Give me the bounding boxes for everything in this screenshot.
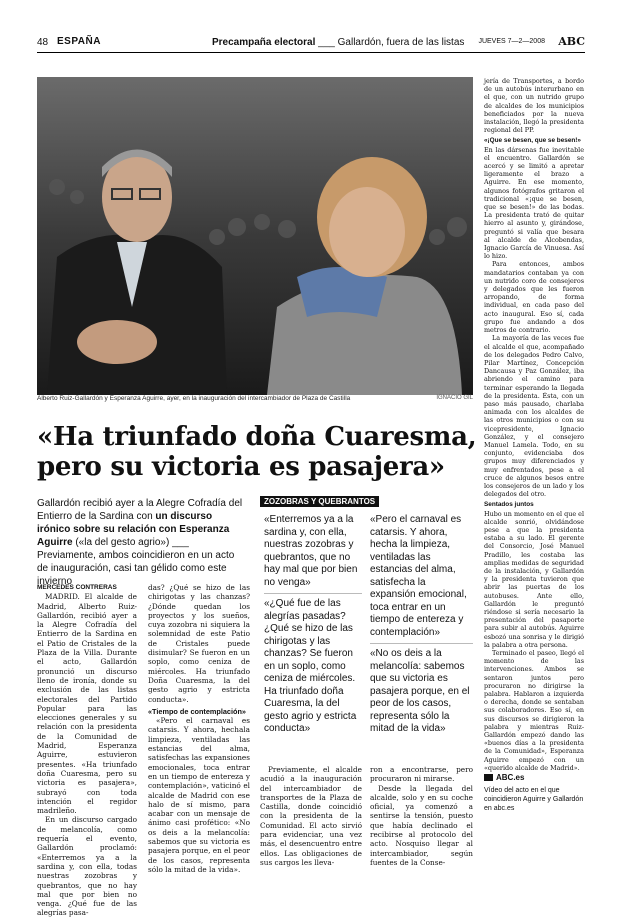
paragraph: Para entonces, ambos mandatarios contaban ya con un nutrido coro de consejeros y delegados que les fueron arropando, de forma individual, en cada paso del acto inaugural. Eso sí, cada grupo fue andando a dos metros de contrario. [484,260,584,335]
rubric [212,37,464,48]
page-header [37,36,585,53]
page-number: 48 [37,37,49,48]
video-icon [484,774,493,781]
deck-bold: un discurso irónico sobre su relación con Esperanza Aguirre [37,511,230,548]
rubric-main: Precampaña electoral [212,37,316,48]
photo-credit: IGNACIO GIL [436,395,473,401]
paragraph: En las dársenas fue inevitable el encuentro. Gallardón se acercó y se limitó a apretar ligeramente el brazo a Aguirre. En ese momento, algunos fotógrafos gritaron el tradicional «¡que se besen, que se besen!» de las bodas. La presidenta trató de quitar hierro al asunto y, girándose, preguntó si valía que besara al alcalde de Alcobendas, Ignacio García de Vinuesa. Así lo hizo. [484,145,584,261]
paragraph: ron a encontrarse, pero procuraron ni mirarse. [370,765,473,784]
promo-tag[interactable] [484,773,524,782]
deck-part2: («la del gesto agrio») ___ Previamente, ambos coincidieron en un acto de inauguración, casi tan gélido como este invierno [37,537,235,587]
paragraph: Previamente, el alcalde acudió a la inauguración del intercambiador de transportes de la Plaza de Castilla, donde coincidió con la presidenta de la Comunidad. El acto sirvió para evidenciar, una vez más, el desencuentro entre ellos. Las obligaciones de sus cargos les lleva- [260,765,362,867]
body-column-3 [260,765,362,867]
rubric-sub: Gallardón, fuera de las listas [337,37,465,48]
byline: MERCEDES CONTRERAS [37,584,117,591]
body-column-2 [148,583,250,874]
paragraph: La mayoría de las veces fue el alcalde el que, acompañado de los delegados Pedro Calvo, Pilar Martínez, Concepción Dancausa y Paz González, iba abriendo el camino para terminar esperando la llegada de la presidenta. Ésta, con un paso más pausado, charlaba animada con los alcaldes de las otros municipios o con su vicepresidente, Ignacio González, y el consejero Manuel Lamela. Todo, en su conjunto, evidenciaba dos grupos muy diferenciados y muy enfrentados, pese a el cruce de algunos besos entre los consejeros de un lado y los delegados del otro. [484,334,584,499]
paragraph: Desde la llegada del alcalde, solo y en su coche oficial, ya comenzó a sentirse la tensión, puesto que había declinado el recibirse al protocolo del acto. Nosquiso llegar al intercambiador, según fuentes de la Conse- [370,783,473,867]
paragraph: «Pero el carnaval es catarsis. Y ahora, hechala limpieza, ventiladas las estancias del alma, satisfechas las expansiones emocionales, toca entrar en un tiempo de entereza y contemplación», vaticinó el alcalde de Madrid con ese halo de sí mismo, para acabar con un mensaje de ánimo casi profético: «No os deis a la melancolía: sabemos que su victoria es pasajera porque, en el peor de los casos, representa sólo la mitad de la vida». [148,716,250,874]
subheading: «¡Que se besen, que se besen!» [484,137,581,145]
photo-caption [37,395,473,402]
quote: «Pero el carnaval es catarsis. Y ahora, hecha la limpieza, ventiladas las estancias del alma, satisfecha la expansión emocional, toca entrar en un tiempo de entereza y contemplación» [370,510,473,644]
abc-logo: ABC [558,35,585,48]
paragraph: das? ¿Qué se hizo de las chirigotas y las chanzas? ¿Dónde quedan los proyectos y los sueños, cuya zozobra ni siquiera la solemnidad de este Patio de Cristales puede disimular? Se fueron en un soplo, como ceniza de miércoles. Ha triunfado Doña Cuaresma, la del gesto agrio y estricta conducta». [148,583,250,704]
promo-text[interactable]: Vídeo del acto en el que coincidieron Aguirre y Gallardón en abc.es [484,787,584,812]
paragraph: Terminado el paseo, llegó el momento de las intervenciones. Ambos se sentaron juntos pero procuraron no dirigirse la palabra. Hablaron a izquierda o derecha, donde se sentaban sus colaboradores. Eso sí, en sus discursos se dirigieron la palabra y mientras Ruiz-Gallardón empezó dando las «buenos días a la presidenta de la Comunidad», Esperanza Aguirre empezó con un «querido alcalde de Madrid». [484,649,584,772]
paragraph: jería de Transportes, a bordo de un autobús interurbano en el que, con un nutrido grupo de alcaldes de los municipios beneficiados por la nueva instalación, llegó la presidenta regional del PP. [484,77,584,135]
box-title: ZOZOBRAS Y QUEBRANTOS [260,496,379,507]
subheading: «Tiempo de contemplación» [148,706,246,716]
quote-column-right [370,510,473,740]
issue-date: JUEVES 7—2—2008 [478,38,545,45]
promo-tag-label: ABC.es [496,773,525,782]
subheading: Sentados juntos [484,501,534,509]
paragraph: Hubo un momento en el que el alcalde sonrió, olvidándose pese a que la presidenta estaba a su lado. El gerente del Consorcio, José Manuel Pradillo, les costaba las amplias medidas de seguridad de la instalación, y Gallardón y la presidenta tuvieron que abrir las puertas de los autobuses. Ante ello, Gallardón le preguntó riéndose si sería necesario la presentación del pasaporte para subir al autobús. Aguirre esbozó una sonrisa y le dirigió la palabra a otra persona. [484,509,584,649]
body-column-1 [37,583,137,918]
quote: «¿Qué fue de las alegrías pasadas? ¿Qué se hizo de las chirigotas y las chanzas? Se fueron en un soplo, como ceniza de miércoles. Ha triunfado doña Cuaresma, la del gesto agrio y estricta conducta» [264,598,357,734]
paragraph: MADRID. El alcalde de Madrid, Alberto Ruiz-Gallardón, recibió ayer a la Alegre Cofradía del Entierro de la Sardina en el Patio de Cristales de la Plaza de la Villa. Durante el acto, Gallardón pronunció un discurso lleno de ironía, donde su exclusión de las listas electorales del Partido Popular para las elecciones generales y su relación con la presidenta de la Comunidad de Madrid, Esperanza Aguirre, estuvieron presentes. «Ha triunfado doña Cuaresma, pero su victoria es pasajera», subrayó con toda intención el regidor madrileño. [37,592,137,816]
caption-text: Alberto Ruiz-Gallardón y Esperanza Aguirre, ayer, en la inauguración del intercambiador de Plaza de Castilla [37,395,351,402]
quote-column-left [264,510,362,740]
deck-part1: Gallardón recibió ayer a la Alegre Cofradía del Entierro de la Sardina con [37,498,243,522]
deck [37,497,247,588]
quote: «Enterremos ya a la sardina y, con ella, nuestras zozobras y quebrantos, que no hay mal que por bien no venga» [264,510,362,594]
rubric-separator: ___ [318,37,338,48]
body-column-4 [370,765,473,867]
paragraph: En un discurso cargado de melancolía, como requería el evento, Gallardón proclamó: «Enterremos ya a la sardina y, con ella, todas nuestras zozobras y quebrantos, que no hay mal que por bien no venga. ¿Qué fue de las alegrías pasa- [37,815,137,918]
section-label: ESPAÑA [57,36,101,47]
body-column-right [484,77,584,772]
photo-illustration [37,77,473,395]
headline: «Ha triunfado doña Cuaresma, pero su victoria es pasajera» [37,422,477,482]
quote: «No os deis a la melancolía: sabemos que su victoria es pasajera porque, en el peor de los casos, representa sólo la mitad de la vida» [370,648,470,734]
news-photo [37,77,473,395]
